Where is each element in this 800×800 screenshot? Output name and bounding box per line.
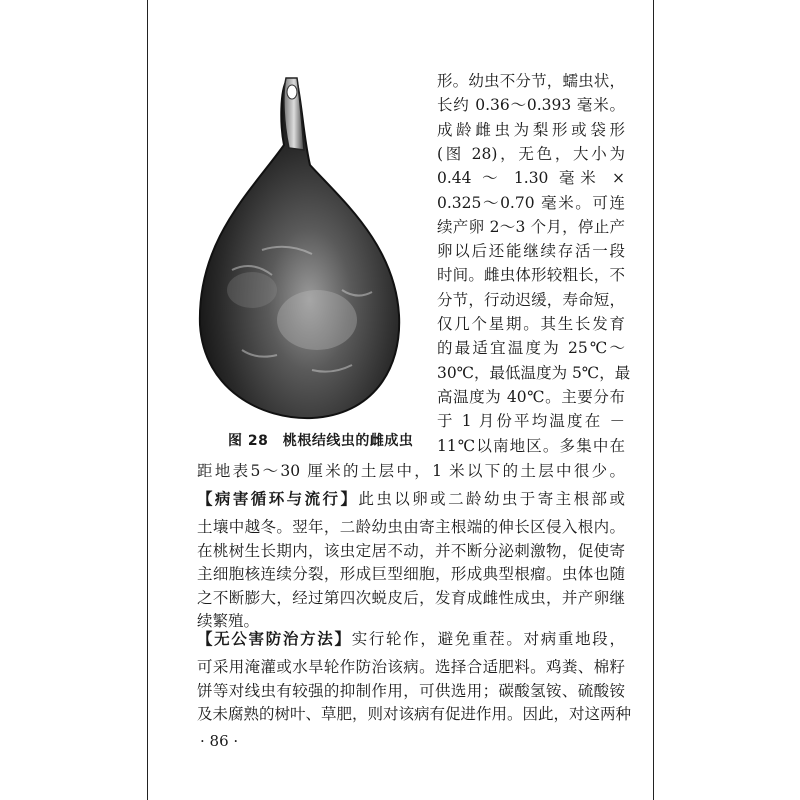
text-line: 成龄雌虫为梨形或袋形 (437, 120, 625, 139)
text-line-full: 距地表5～30 厘米的土层中，1 米以下的土层中很少。 (197, 462, 625, 480)
text-line: (图 28)，无色，大小为 (437, 144, 625, 163)
text-line: 的最适宜温度为 25℃～ (437, 339, 625, 358)
text-line: 土壤中越冬。翌年，二龄幼虫由寄主根端的伸长区侵入根内。 (197, 518, 625, 536)
text-line: 时间。雌虫体形较粗长，不 (437, 266, 625, 285)
figure-caption: 图 28 桃根结线虫的雌成虫 (228, 433, 414, 449)
text-line: 高温度为 40℃。主要分布 (437, 387, 625, 406)
section2-first-line (197, 632, 625, 648)
section2-heading: 【无公害防治方法】 (197, 630, 352, 648)
section1-heading: 【病害循环与流行】 (197, 490, 359, 508)
text-line: 及未腐熟的树叶、草肥，则对该病有促进作用。因此，对这两种 (197, 705, 632, 723)
text-line: 续产卵 2～3 个月，停止产 (437, 217, 625, 236)
text-line: 长约 0.36～0.393 毫米。 (437, 96, 625, 115)
section1-first-line (197, 492, 625, 508)
text-line: 卵以后还能继续存活一段 (437, 242, 625, 261)
page-number: · 86 · (200, 732, 239, 750)
female-nematode-image (192, 70, 407, 422)
text-line: 续繁殖。 (197, 612, 260, 630)
text-line: 之不断膨大，经过第四次蜕皮后，发育成雌性成虫，并产卵继 (197, 588, 625, 607)
text-line: 在桃树生长期内，该虫定居不动，并不断分泌刺激物，促使寄 (197, 541, 625, 560)
text-line: 饼等对线虫有较强的抑制作用，可供选用；碳酸氢铵、硫酸铵 (197, 681, 625, 700)
text-line: 主细胞核连续分裂，形成巨型细胞，形成典型根瘤。虫体也随 (197, 565, 625, 583)
text-line: 11℃以南地区。多集中在 (437, 436, 625, 455)
text-line: 分节，行动迟缓，寿命短， (437, 290, 625, 309)
text-line: 于 1 月份平均温度在 － (437, 412, 625, 431)
section1-first-line-text: 此虫以卵或二龄幼虫于寄主根部或 (358, 490, 625, 508)
text-line: 仅几个星期。其生长发育 (437, 315, 625, 333)
section2-first-line-text: 实行轮作，避免重茬。对病重地段， (351, 630, 625, 648)
text-line: 形。幼虫不分节，蠕虫状， (437, 72, 625, 90)
text-line: 0.325～0.70 毫米。可连 (437, 193, 625, 212)
text-line: 30℃，最低温度为 5℃，最 (437, 363, 631, 382)
text-line: 0.44 ～ 1.30 毫米 × (437, 169, 625, 188)
figure-nematode-illustration (192, 70, 407, 455)
text-line: 可采用淹灌或水旱轮作防治该病。选择合适肥料。鸡粪、棉籽 (197, 658, 625, 676)
